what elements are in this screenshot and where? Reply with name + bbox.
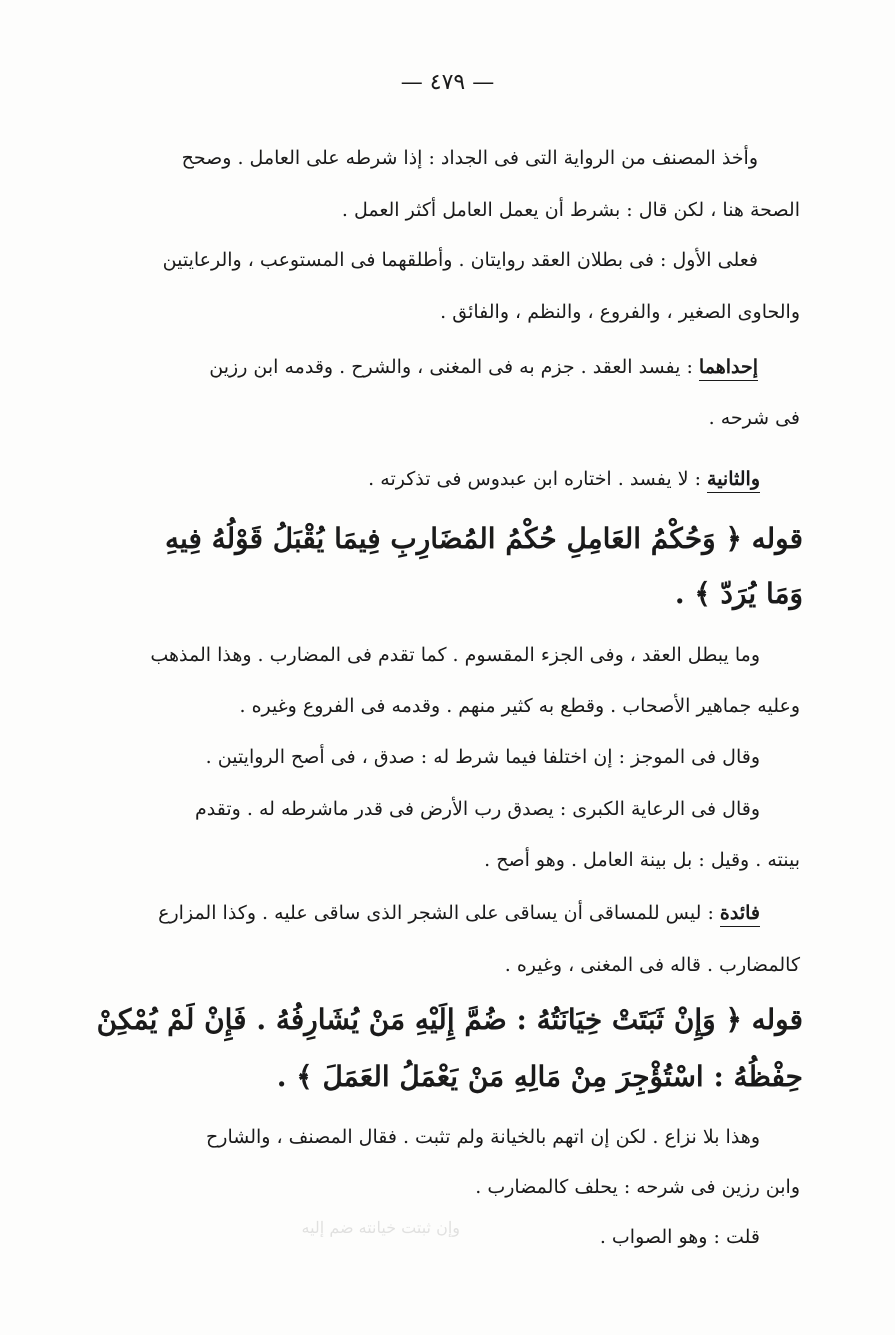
line-text: وأخذ المصنف من الرواية التى فى الجداد : إذا شرطه على العامل . وصحح	[181, 147, 758, 169]
line-text: والحاوى الصغير ، والفروع ، والنظم ، والفائق .	[440, 301, 800, 323]
line-text: وقال فى الرعاية الكبرى : يصدق رب الأرض فى قدر ماشرطه له . وتقدم	[195, 798, 760, 820]
text-line	[158, 352, 758, 384]
line-text: الصحة هنا ، لكن قال : بشرط أن يعمل العامل أكثر العمل .	[341, 199, 800, 221]
line-text: وهذا بلا نزاع . لكن إن اتهم بالخيانة ولم تثبت . فقال المصنف ، والشارح	[206, 1126, 760, 1148]
heading-line	[158, 517, 803, 563]
text-line	[205, 742, 760, 774]
line-text: وقال فى الموجز : إن اختلفا فيما شرط له : صدق ، فى أصح الروايتين .	[205, 746, 760, 768]
line-text: وَمَا يُرَدّ ﴾ .	[674, 577, 803, 610]
page-number: — ٤٧٩ —	[400, 70, 495, 95]
heading-line	[276, 1055, 803, 1101]
line-text: قوله ﴿ وَإِنْ ثَبَتَتْ خِيَانَتُهُ : ضُمَّ إِلَيْهِ مَنْ يُشَارِفُهُ . فَإِنْ لَمْ يُمْكِنْ	[96, 1003, 803, 1036]
text-line	[160, 898, 760, 930]
line-text: فى شرحه .	[708, 407, 800, 429]
text-line	[225, 691, 800, 723]
line-text: فعلى الأول : فى بطلان العقد روايتان . وأطلقهما فى المستوعب ، والرعايتين	[162, 249, 758, 271]
text-line	[158, 143, 758, 175]
text-line	[420, 297, 800, 329]
line-text: : لا يفسد . اختاره ابن عبدوس فى تذكرته .	[368, 468, 701, 490]
text-line	[160, 1122, 760, 1154]
line-text: بينته . وقيل : بل بينة العامل . وهو أصح .	[484, 849, 800, 871]
text-line	[280, 195, 800, 227]
text-line	[690, 403, 800, 435]
text-line	[585, 1222, 760, 1254]
text-line	[440, 845, 800, 877]
line-text: وعليه جماهير الأصحاب . وقطع به كثير منهم . وقدمه فى الفروع وغيره .	[239, 695, 800, 717]
lead-word: والثانية	[707, 468, 760, 493]
bleed-through-text: وإن ثبتت خيانته ضم إليه	[301, 1218, 460, 1237]
lead-word: إحداهما	[699, 356, 758, 381]
heading-line	[660, 572, 803, 618]
line-text: حِفْظُهُ : اسْتُؤْجِرَ مِنْ مَالِهِ مَنْ يَعْمَلُ العَمَلَ ﴾ .	[276, 1060, 803, 1093]
line-text: وابن رزين فى شرحه : يحلف كالمضارب .	[475, 1176, 800, 1198]
line-text: قوله ﴿ وَحُكْمُ العَامِلِ حُكْمُ المُضَارِبِ فِيمَا يُقْبَلُ قَوْلُهُ فِيهِ	[164, 522, 803, 555]
line-text: وما يبطل العقد ، وفى الجزء المقسوم . كما تقدم فى المضارب . وهذا المذهب	[150, 644, 760, 666]
text-line	[470, 1172, 800, 1204]
text-line	[504, 950, 800, 982]
text-line	[160, 794, 760, 826]
text-line	[150, 640, 760, 672]
text-line	[330, 464, 760, 496]
text-line	[158, 245, 758, 277]
line-text: كالمضارب . قاله فى المغنى ، وغيره .	[504, 954, 800, 976]
line-text: : ليس للمساقى أن يساقى على الشجر الذى ساقى عليه . وكذا المزارع	[158, 902, 714, 924]
heading-line	[96, 998, 803, 1044]
lead-word: فائدة	[720, 902, 760, 927]
line-text: : يفسد العقد . جزم به فى المغنى ، والشرح . وقدمه ابن رزين	[209, 356, 693, 378]
line-text: قلت : وهو الصواب .	[599, 1226, 760, 1248]
